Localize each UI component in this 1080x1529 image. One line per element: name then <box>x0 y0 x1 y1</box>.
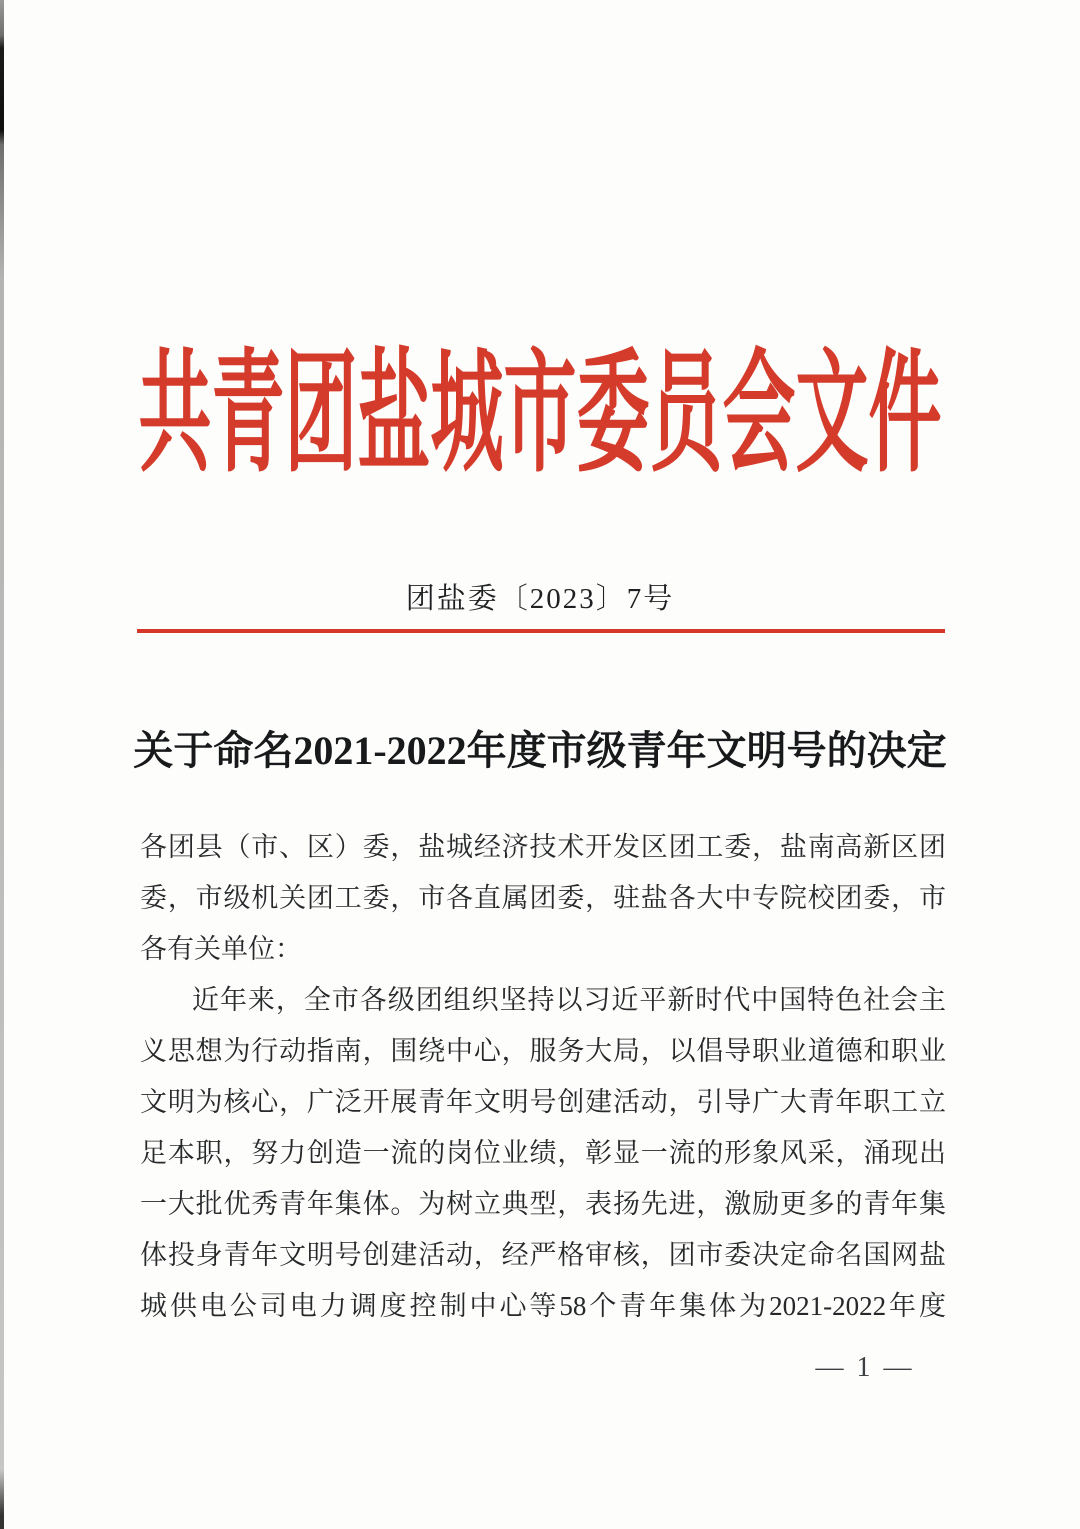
salutation-line: 各有关单位： <box>140 934 302 964</box>
body-line: 城供电公司电力调度控制中心等58个青年集体为2021-2022年度 <box>140 1291 946 1321</box>
letterhead-org-name: 共青团盐城市委员会文件 <box>138 340 942 489</box>
salutation-line: 各团县（市、区）委，盐城经济技术开发区团工委，盐南高新区团 <box>140 832 946 862</box>
page-number: — 1 — <box>815 1352 915 1383</box>
document-number: 团盐委〔2023〕7号 <box>405 583 675 615</box>
document-title: 关于命名2021-2022年度市级青年文明号的决定 <box>133 728 947 773</box>
body-line: 体投身青年文明号创建活动，经严格审核，团市委决定命名国网盐 <box>140 1240 946 1270</box>
body-line: 一大批优秀青年集体。为树立典型，表扬先进，激励更多的青年集 <box>140 1189 946 1219</box>
scan-edge-artifact <box>0 0 4 1529</box>
body-line: 文明为核心，广泛开展青年文明号创建活动，引导广大青年职工立 <box>140 1087 946 1117</box>
body-line: 义思想为行动指南，围绕中心，服务大局，以倡导职业道德和职业 <box>140 1036 946 1066</box>
body-line: 近年来，全市各级团组织坚持以习近平新时代中国特色社会主 <box>192 985 946 1015</box>
red-separator-rule <box>137 629 945 633</box>
salutation-line: 委，市级机关团工委，市各直属团委，驻盐各大中专院校团委，市 <box>140 883 946 913</box>
document-body <box>140 822 946 1332</box>
body-line: 足本职，努力创造一流的岗位业绩，彰显一流的形象风采，涌现出 <box>140 1138 946 1168</box>
